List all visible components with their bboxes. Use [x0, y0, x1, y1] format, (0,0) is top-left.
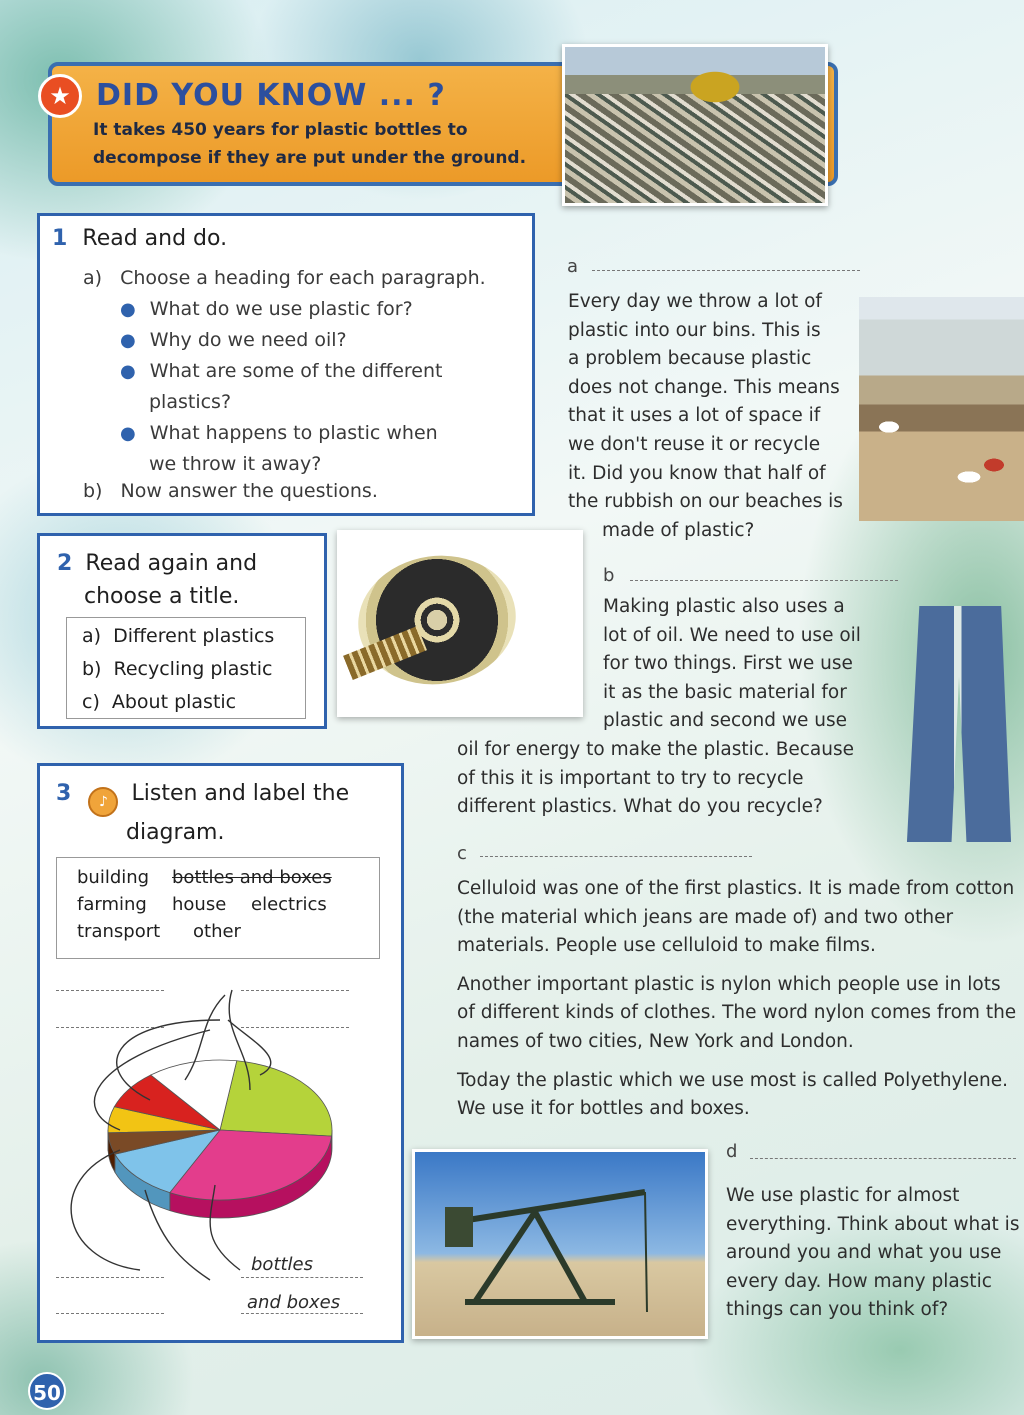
- bullet-icon: ●: [120, 299, 136, 320]
- paragraph-line: Another important plastic is nylon which people use in lots: [457, 973, 1001, 995]
- paragraph-line: of this it is important to try to recycle: [457, 767, 804, 789]
- list-item: ● What do we use plastic for?: [120, 298, 413, 320]
- paragraph-line: (the material which jeans are made of) and two other: [457, 906, 954, 928]
- paragraph-line: names of two cities, New York and London.: [457, 1030, 854, 1052]
- paragraph-b: [457, 593, 877, 822]
- oil-pump-photo: [412, 1149, 708, 1339]
- paragraph-letter: d: [726, 1141, 738, 1162]
- paragraph-line: of different kinds of clothes. The word nylon comes from the: [457, 1002, 1017, 1024]
- page-number: 50: [28, 1372, 66, 1410]
- paragraph-letter: c: [457, 843, 467, 864]
- paragraph-line: that it uses a lot of space if: [568, 405, 821, 427]
- did-you-know-line: decompose if they are put under the ground.: [93, 148, 527, 168]
- paragraph-letter: a: [567, 256, 579, 277]
- handwritten-answer: bottles: [251, 1254, 314, 1275]
- pie-top: [108, 1060, 332, 1200]
- star-icon: ★: [38, 74, 82, 118]
- paragraph-line: a problem because plastic: [568, 348, 812, 370]
- answer-line[interactable]: [241, 1313, 363, 1314]
- word: building: [77, 867, 150, 888]
- exercise-1-header: [52, 226, 227, 251]
- did-you-know-line: It takes 450 years for plastic bottles to: [93, 120, 468, 140]
- paragraph-line: We use plastic for almost: [726, 1185, 960, 1206]
- paragraph-line: We use it for bottles and boxes.: [457, 1098, 750, 1120]
- item-text: Now answer the questions.: [120, 480, 378, 502]
- exercise-number: 1: [52, 226, 68, 251]
- item-label: b): [83, 480, 103, 502]
- paragraph-line: Today the plastic which we use most is called Polyethylene.: [457, 1069, 1009, 1091]
- paragraph-line: everything. Think about what is: [726, 1213, 1020, 1235]
- paragraph-line: around you and what you use: [726, 1242, 1002, 1264]
- paragraph-a: [568, 288, 858, 545]
- list-item-continued: plastics?: [149, 391, 232, 413]
- list-item: ● Why do we need oil?: [120, 329, 347, 351]
- list-item-continued: we throw it away?: [149, 453, 322, 475]
- item-label: a): [83, 267, 103, 289]
- word: house: [172, 894, 227, 915]
- beach-rubbish-photo: [859, 297, 1024, 521]
- paragraph-line: every day. How many plastic: [726, 1270, 992, 1292]
- paragraph-line: oil for energy to make the plastic. Because: [457, 738, 855, 760]
- paragraph-line: plastic into our bins. This is: [568, 319, 821, 341]
- paragraph-line: Celluloid was one of the first plastics. It is made from cotton: [457, 878, 1015, 899]
- exercise-heading: Read and do.: [82, 226, 228, 251]
- word: farming: [77, 894, 147, 915]
- did-you-know-title: DID YOU KNOW ... ?: [96, 78, 446, 113]
- word: transport: [77, 921, 161, 942]
- handwritten-answer: and boxes: [247, 1292, 341, 1313]
- item-text: Choose a heading for each paragraph.: [120, 267, 486, 289]
- exercise-1-a: [83, 263, 486, 294]
- exercise-3-header: [56, 778, 349, 849]
- list-item: ● What are some of the different: [120, 360, 443, 382]
- title-options: [82, 620, 274, 719]
- exercise-1-b: [83, 476, 378, 507]
- paragraph-d: [726, 1182, 1021, 1325]
- paragraph-line: lot of oil. We need to use oil: [603, 624, 861, 646]
- paragraph-line: made of plastic?: [602, 519, 755, 541]
- plastic-use-pie-diagram: [50, 980, 370, 1310]
- paragraph-line: does not change. This means: [568, 376, 840, 398]
- paragraph-line: plastic and second we use: [603, 710, 847, 732]
- exercise-heading: choose a title.: [84, 584, 240, 609]
- paragraph-letter: b: [603, 565, 615, 586]
- audio-cd-icon[interactable]: ♪: [88, 787, 118, 817]
- paragraph-line: things can you think of?: [726, 1299, 949, 1321]
- heading-answer-line[interactable]: [750, 1158, 1016, 1159]
- exercise-number: 3: [56, 781, 72, 806]
- did-you-know-text: [93, 116, 543, 172]
- title-option[interactable]: b) Recycling plastic: [82, 658, 273, 680]
- pie-slice: [220, 1061, 332, 1136]
- word-crossed: bottles and boxes: [172, 867, 332, 888]
- paragraph-line: for two things. First we use: [603, 653, 853, 675]
- exercise-number: 2: [57, 551, 73, 576]
- paragraph-line: we don't reuse it or recycle: [568, 433, 821, 455]
- landfill-photo: [562, 44, 828, 206]
- bullet-icon: ●: [120, 330, 136, 351]
- word: electrics: [251, 894, 327, 915]
- title-option[interactable]: c) About plastic: [82, 691, 237, 713]
- answer-line[interactable]: [56, 1313, 164, 1314]
- bullet-icon: ●: [120, 423, 136, 444]
- exercise-heading: Read again and: [85, 551, 258, 576]
- paragraph-line: it as the basic material for: [603, 681, 847, 703]
- heading-answer-line[interactable]: [630, 580, 898, 581]
- heading-answer-line[interactable]: [480, 856, 752, 857]
- exercise-heading: diagram.: [126, 820, 225, 845]
- exercise-heading: Listen and label the: [131, 781, 350, 806]
- exercise-1-bullets: [120, 294, 520, 480]
- title-option[interactable]: a) Different plastics: [82, 625, 275, 647]
- exercise-2-header: [57, 548, 257, 613]
- bullet-icon: ●: [120, 361, 136, 382]
- paragraph-line: the rubbish on our beaches is: [568, 491, 843, 513]
- paragraph-line: Every day we throw a lot of: [568, 291, 822, 312]
- paragraph-line: it. Did you know that half of: [568, 462, 826, 484]
- oil-pump-icon: [415, 1152, 705, 1336]
- list-item: ● What happens to plastic when: [120, 422, 438, 444]
- word: other: [193, 921, 241, 942]
- paragraph-line: different plastics. What do you recycle?: [457, 796, 823, 818]
- paragraph-c: [457, 875, 1022, 1124]
- heading-answer-line[interactable]: [592, 270, 860, 271]
- paragraph-line: materials. People use celluloid to make films.: [457, 935, 876, 957]
- paragraph-line: Making plastic also uses a: [603, 596, 845, 617]
- jeans-photo: [897, 606, 1021, 842]
